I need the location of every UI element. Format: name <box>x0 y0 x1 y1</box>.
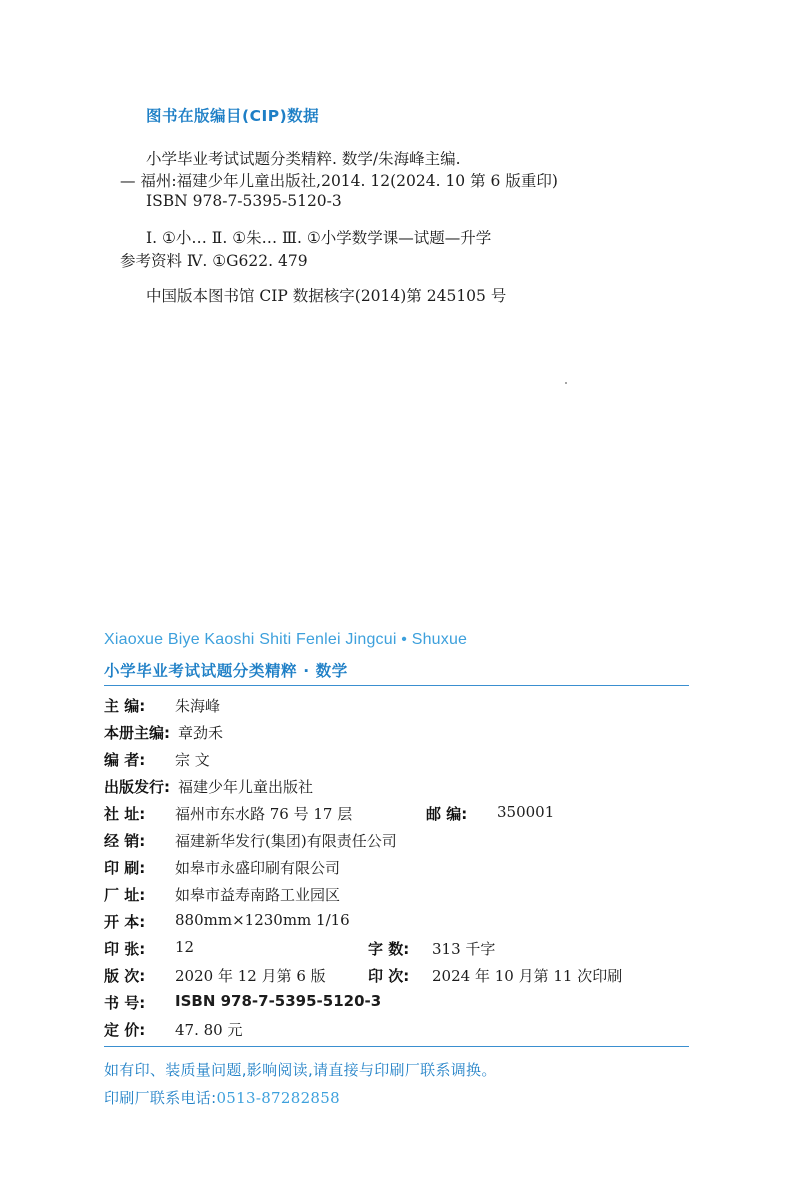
sheets-label: 印 张: <box>104 940 146 958</box>
cip-heading: 图书在版编目(CIP)数据 <box>146 107 320 125</box>
cip-line-isbn: ISBN 978-7-5395-5120-3 <box>146 192 342 210</box>
author-value: 宗 文 <box>175 751 210 769</box>
publisher-value: 福建少年儿童出版社 <box>178 778 314 796</box>
printer-phone-line <box>104 1087 340 1108</box>
isbn-label: 书 号: <box>104 994 146 1012</box>
sheets-value: 12 <box>175 938 195 956</box>
words-label: 字 数: <box>368 940 410 958</box>
distributor-value: 福建新华发行(集团)有限责任公司 <box>175 832 397 850</box>
price-value: 47. 80 元 <box>175 1021 243 1039</box>
words-value: 313 千字 <box>432 940 496 958</box>
format-label: 开 本: <box>104 913 146 931</box>
printer-value: 如皋市永盛印刷有限公司 <box>175 859 341 877</box>
quality-notice: 如有印、装质量问题,影响阅读,请直接与印刷厂联系调换。 <box>104 1061 497 1079</box>
volume-editor-value: 章劲禾 <box>178 724 224 742</box>
divider-bottom <box>104 1046 689 1047</box>
factory-value: 如皋市益寿南路工业园区 <box>175 886 341 904</box>
printing-label: 印 次: <box>368 967 410 985</box>
printer-phone-number: 0513-87282858 <box>216 1089 340 1107</box>
distributor-label: 经 销: <box>104 832 146 850</box>
book-title-pinyin: Xiaoxue Biye Kaoshi Shiti Fenlei Jingcui • Shuxue <box>104 631 468 648</box>
publisher-label: 出版发行: <box>104 778 170 796</box>
format-value: 880mm×1230mm 1/16 <box>175 911 350 929</box>
cip-line-classification-cont: 参考资料 Ⅳ. ①G622. 479 <box>120 252 308 270</box>
editor-value: 朱海峰 <box>175 697 221 715</box>
divider-top <box>104 685 689 686</box>
printing-value: 2024 年 10 月第 11 次印刷 <box>432 967 623 985</box>
price-label: 定 价: <box>104 1021 146 1039</box>
printer-phone-label: 印刷厂联系电话: <box>104 1089 217 1107</box>
address-label: 社 址: <box>104 805 146 823</box>
factory-label: 厂 址: <box>104 886 146 904</box>
author-label: 编 者: <box>104 751 146 769</box>
isbn-value: ISBN 978-7-5395-5120-3 <box>175 992 382 1010</box>
editor-label: 主 编: <box>104 697 146 715</box>
book-title-chinese: 小学毕业考试试题分类精粹 · 数学 <box>104 662 348 680</box>
cip-line-classification: Ⅰ. ①小… Ⅱ. ①朱… Ⅲ. ①小学数学课—试题—升学 <box>146 229 492 247</box>
edition-value: 2020 年 12 月第 6 版 <box>175 967 326 985</box>
address-value: 福州市东水路 76 号 17 层 <box>175 805 353 823</box>
postcode-value: 350001 <box>497 803 555 821</box>
cip-line-record-number: 中国版本图书馆 CIP 数据核字(2014)第 245105 号 <box>146 287 507 305</box>
speck-mark <box>565 382 567 384</box>
edition-label: 版 次: <box>104 967 146 985</box>
printer-label: 印 刷: <box>104 859 146 877</box>
volume-editor-label: 本册主编: <box>104 724 170 742</box>
postcode-label: 邮 编: <box>426 805 468 823</box>
cip-line-title: 小学毕业考试试题分类精粹. 数学/朱海峰主编. <box>146 150 461 168</box>
cip-line-publisher: — 福州:福建少年儿童出版社,2014. 12(2024. 10 第 6 版重印) <box>120 172 558 190</box>
